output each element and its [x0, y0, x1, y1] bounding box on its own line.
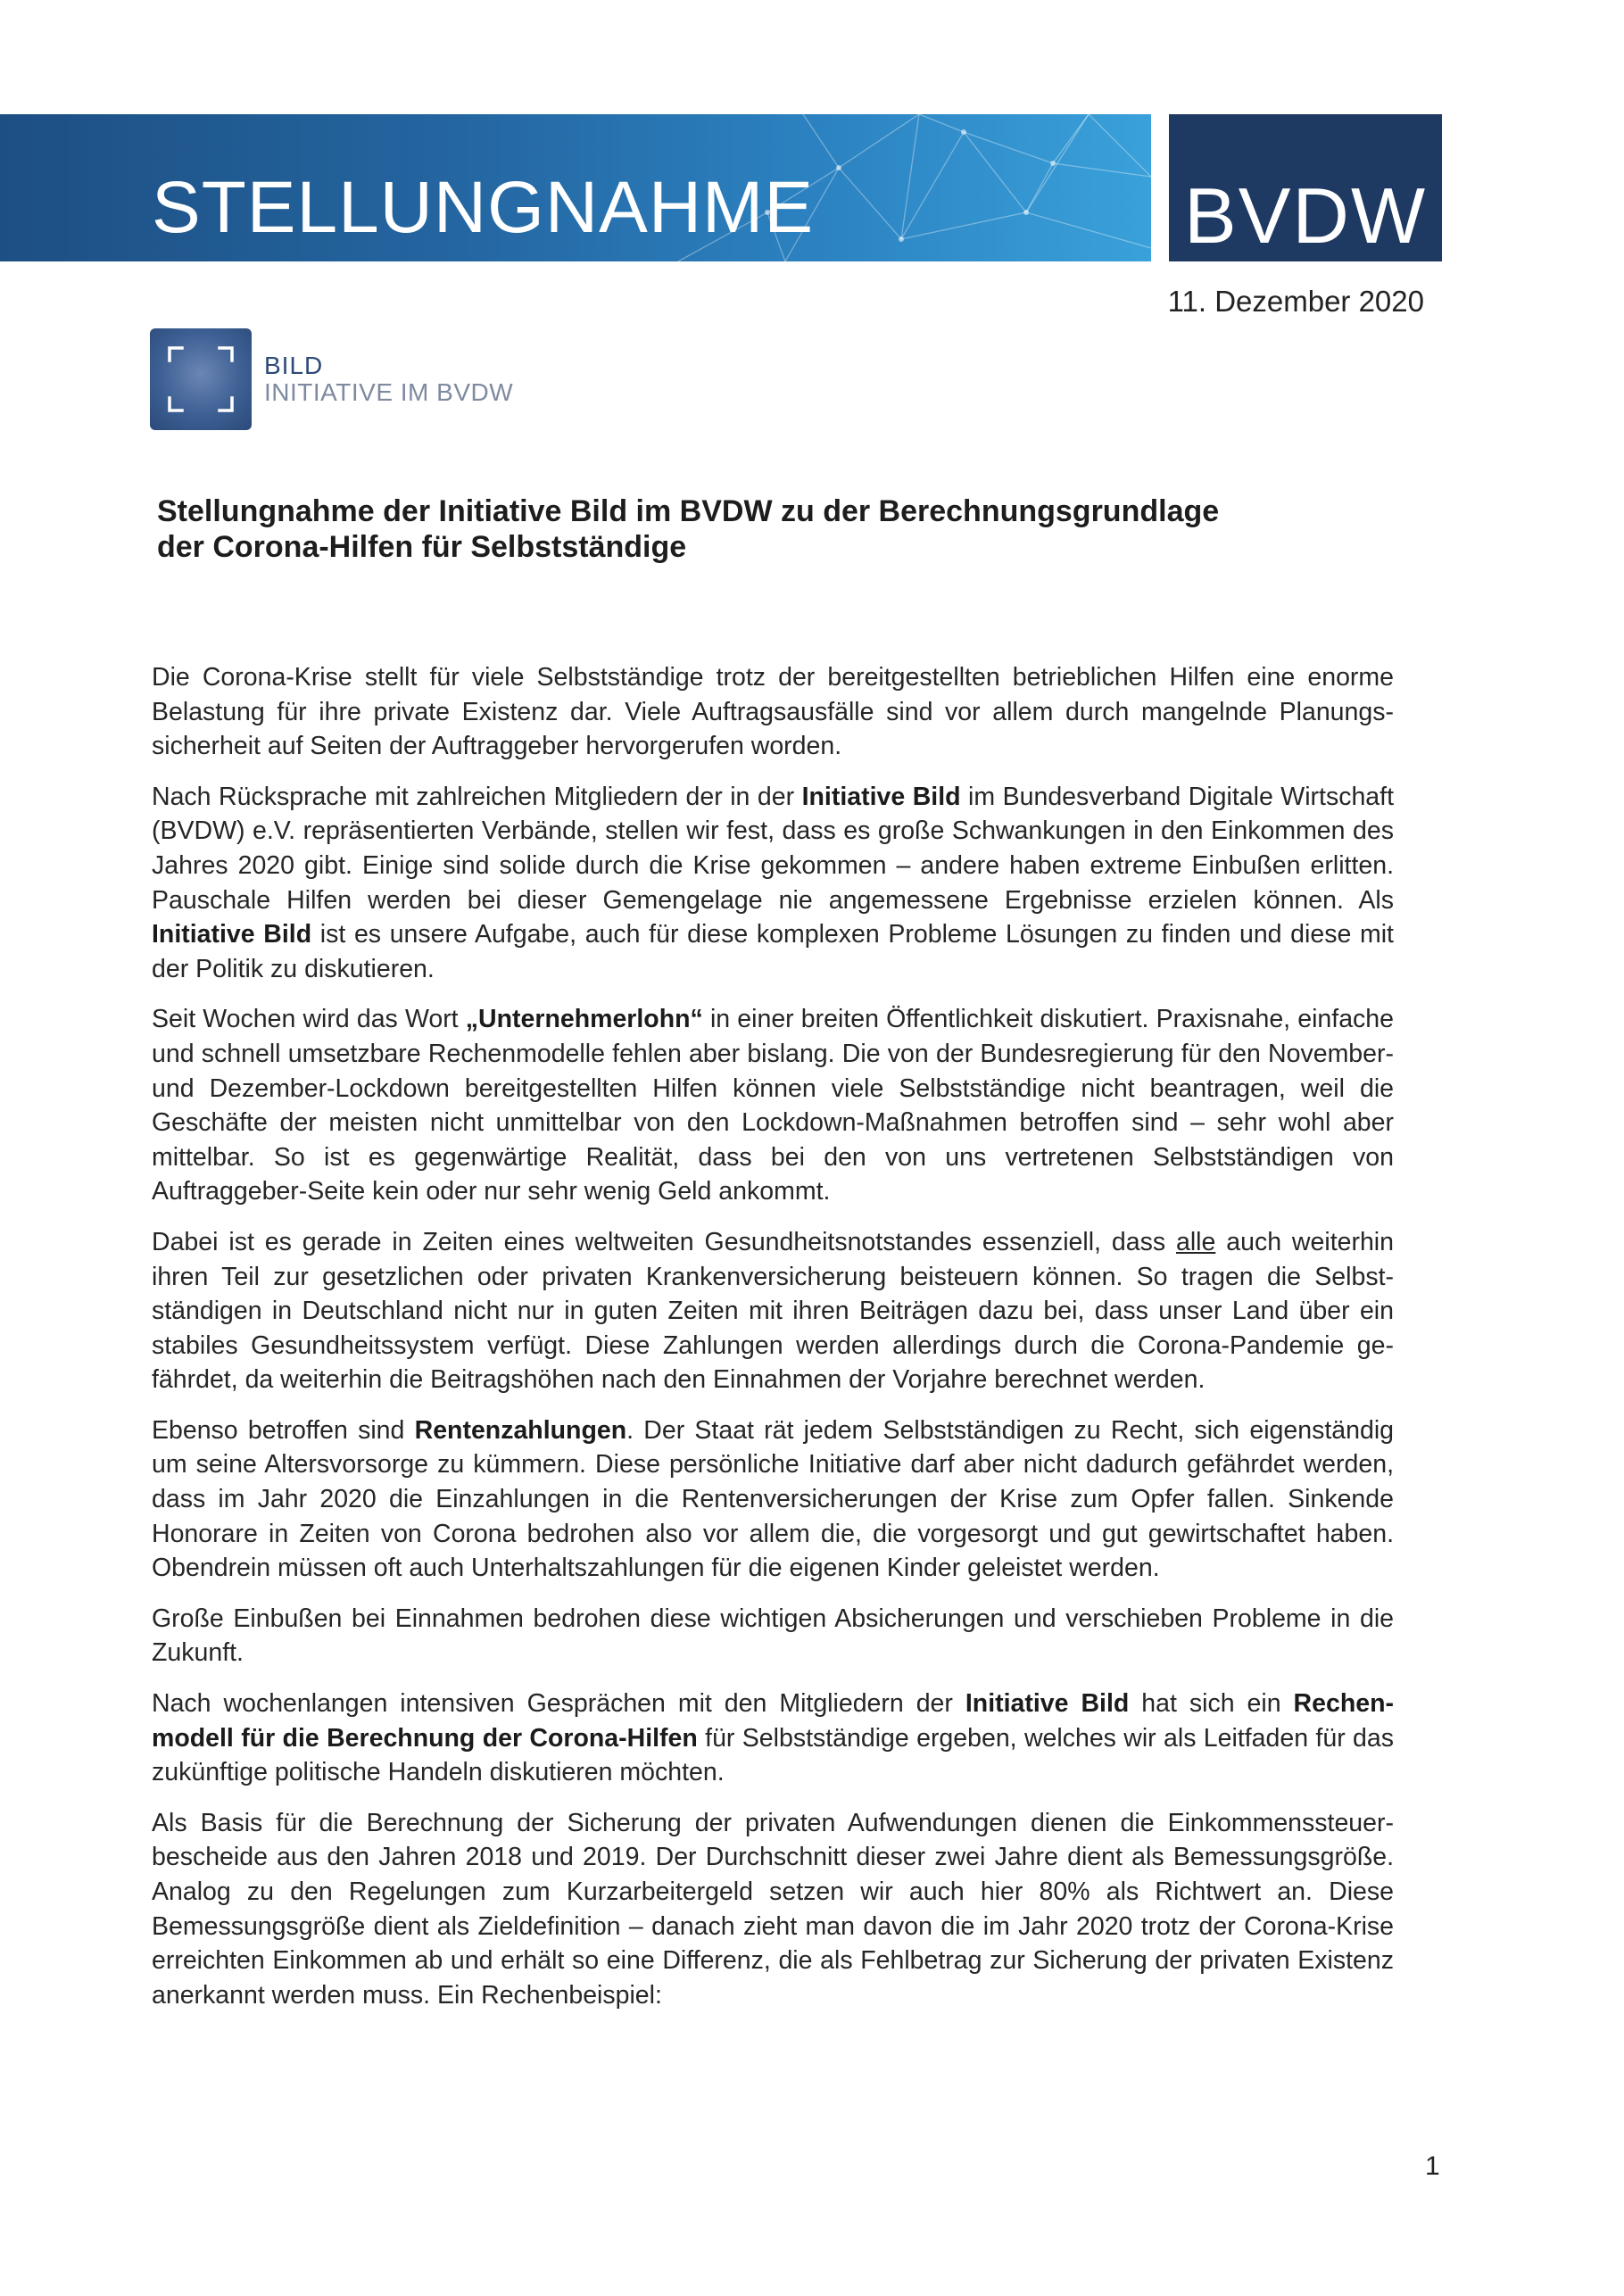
paragraph-7-text: für Selbstständige ergeben, welches wir als Leitfaden für das zukünftige politische Handeln diskutieren möchten. — [152, 1723, 1394, 1787]
bvdw-logo-box — [1169, 114, 1442, 261]
bold-term-initiative-bild: Initiative Bild — [801, 782, 961, 811]
paragraph-7 — [152, 1687, 1394, 1790]
paragraph-8: Als Basis für die Berechnung der Sicherung der privaten Aufwendungen dienen die Einkommenssteuerbescheide aus den Jahren 2018 und 2019. Der Durchschnitt dieser zwei Jahre dient als Bemessungsgröße. Analog zu den Regelungen zum Kurzarbeitergeld setzen wir auch hier 80% als Richtwert an. Diese Bemessungsgröße dient als Zieldefinition – danach zieht man davon die im Jahr 2020 trotz der Corona-Krise erreichten Einkommen ab und erhält so eine Differenz, die als Fehlbetrag zur Sicherung der privaten Existenz anerkannt werden muss. Ein Rechenbeispiel: — [152, 1808, 1394, 2010]
paragraph-2-text: ist es unsere Aufgabe, auch für diese komplexen Probleme Lösungen zu finden und diese mit der Politik zu diskutieren. — [152, 920, 1394, 983]
page-number: 1 — [1425, 2151, 1440, 2181]
document-body — [152, 660, 1394, 2028]
logo-line-initiative: INITIATIVE IM BVDW — [264, 378, 514, 406]
viewfinder-icon — [150, 328, 252, 430]
paragraph-5 — [152, 1413, 1394, 1586]
document-date: 11. Dezember 2020 — [1167, 285, 1424, 318]
paragraph-3-text: Seit Wochen wird das Wort — [152, 1005, 466, 1034]
bold-term-rentenzahlungen: Rentenzahlungen — [414, 1415, 627, 1445]
paragraph-4-text: Dabei ist es gerade in Zeiten eines weltweiten Gesundheitsnotstandes essenziell, dass — [152, 1227, 1176, 1256]
paragraph-4-text: auch weiterhin ihren Teil zur gesetzlichen oder privaten Krankenversicherung beisteuern können. So tragen die Selbstständigen in Deutschland nicht nur in guten Zeiten mit ihren Beiträgen dazu bei, dass unser Land über ein stabiles Gesundheitssystem verfügt. Diese Zahlungen werden allerdings durch die Corona-Pandemie gefährdet, da weiterhin die Beitragshöhen nach den Einnahmen der Vorjahre berechnet werden. — [152, 1227, 1394, 1395]
paragraph-5-text: Ebenso betroffen sind — [152, 1415, 415, 1445]
paragraph-3-text: in einer breiten Öffentlichkeit diskutiert. Praxisnahe, einfache und schnell umsetzbare Rechenmodelle fehlen aber bislang. Die von der Bundesregierung für den November- und Dezember-Lockdown bereitgestellten Hilfen können viele Selbstständige nicht beantragen, weil die Geschäfte der meisten nicht unmittelbar von den Lockdown-Maßnahmen betroffen sind – sehr wohl aber mittelbar. So ist es gegenwärtige Realität, dass bei den von uns vertretenen Selbstständigen von Auftraggeber-Seite kein oder nur sehr wenig Geld ankommt. — [152, 1005, 1394, 1206]
paragraph-7-text: Nach wochenlangen intensiven Gesprächen mit den Mitgliedern der — [152, 1689, 965, 1719]
title-line-2: der Corona-Hilfen für Selbstständige — [157, 530, 687, 564]
bold-term-initiative-bild: Initiative Bild — [152, 920, 312, 949]
paragraph-4 — [152, 1225, 1394, 1397]
logo-line-bild: BILD — [264, 352, 324, 379]
document-title — [157, 493, 1317, 565]
bold-term-initiative-bild: Initiative Bild — [965, 1689, 1130, 1719]
paragraph-3 — [152, 1002, 1394, 1209]
bold-term-unternehmerlohn: „Unternehmerlohn“ — [465, 1005, 703, 1034]
banner-title: STELLUNGNAHME — [152, 167, 815, 248]
header-banner — [0, 114, 1151, 261]
paragraph-7-text: hat sich ein — [1129, 1689, 1294, 1719]
bvdw-logo-text: BVDW — [1184, 171, 1427, 260]
title-line-1: Stellungnahme der Initiative Bild im BVDW zu der Berechnungsgrundlage — [157, 494, 1220, 528]
initiative-bild-logo — [150, 328, 525, 435]
paragraph-2-text: im Bundesverband Digitale Wirtschaft (BVDW) e.V. repräsentierten Verbände, stellen wir fest, dass es große Schwankungen in den Einkommen des Jahres 2020 gibt. Einige sind solide durch die Krise gekommen – andere haben extreme Einbußen erlitten. Pauschale Hilfen werden bei dieser Gemengelage nie angemessene Ergebnisse erzielen können. Als — [152, 782, 1394, 915]
underlined-term-alle: alle — [1175, 1227, 1216, 1256]
paragraph-6: Große Einbußen bei Einnahmen bedrohen diese wichtigen Absicherungen und verschieben Probleme in die Zukunft. — [152, 1604, 1394, 1668]
paragraph-2-text: Nach Rücksprache mit zahlreichen Mitgliedern der in der — [152, 782, 802, 811]
paragraph-1: Die Corona-Krise stellt für viele Selbstständige trotz der bereitgestellten betrieblichen Hilfen eine enorme Belastung für ihre private Existenz dar. Viele Auftragsausfälle sind vor allem durch mangelnde Planungssicherheit auf Seiten der Auftraggeber hervorgerufen worden. — [152, 663, 1394, 761]
paragraph-5-text: . Der Staat rät jedem Selbstständigen zu Recht, sich eigenständig um seine Altersvorsorge zu kümmern. Diese persönliche Initiative darf aber nicht dadurch gefährdet werden, dass im Jahr 2020 die Einzahlungen in die Rentenversicherungen der Krise zum Opfer fallen. Sinkende Honorare in Zeiten von Corona bedrohen also vor allem die, die vorgesorgt und gut gewirtschaftet haben. Obendrein müssen oft auch Unterhaltszahlungen für die eigenen Kinder geleistet werden. — [152, 1415, 1394, 1583]
bold-term-rechenmodell: Rechenmodell für die Berechnung der Corona-Hilfen — [152, 1689, 1394, 1753]
paragraph-2 — [152, 780, 1394, 987]
